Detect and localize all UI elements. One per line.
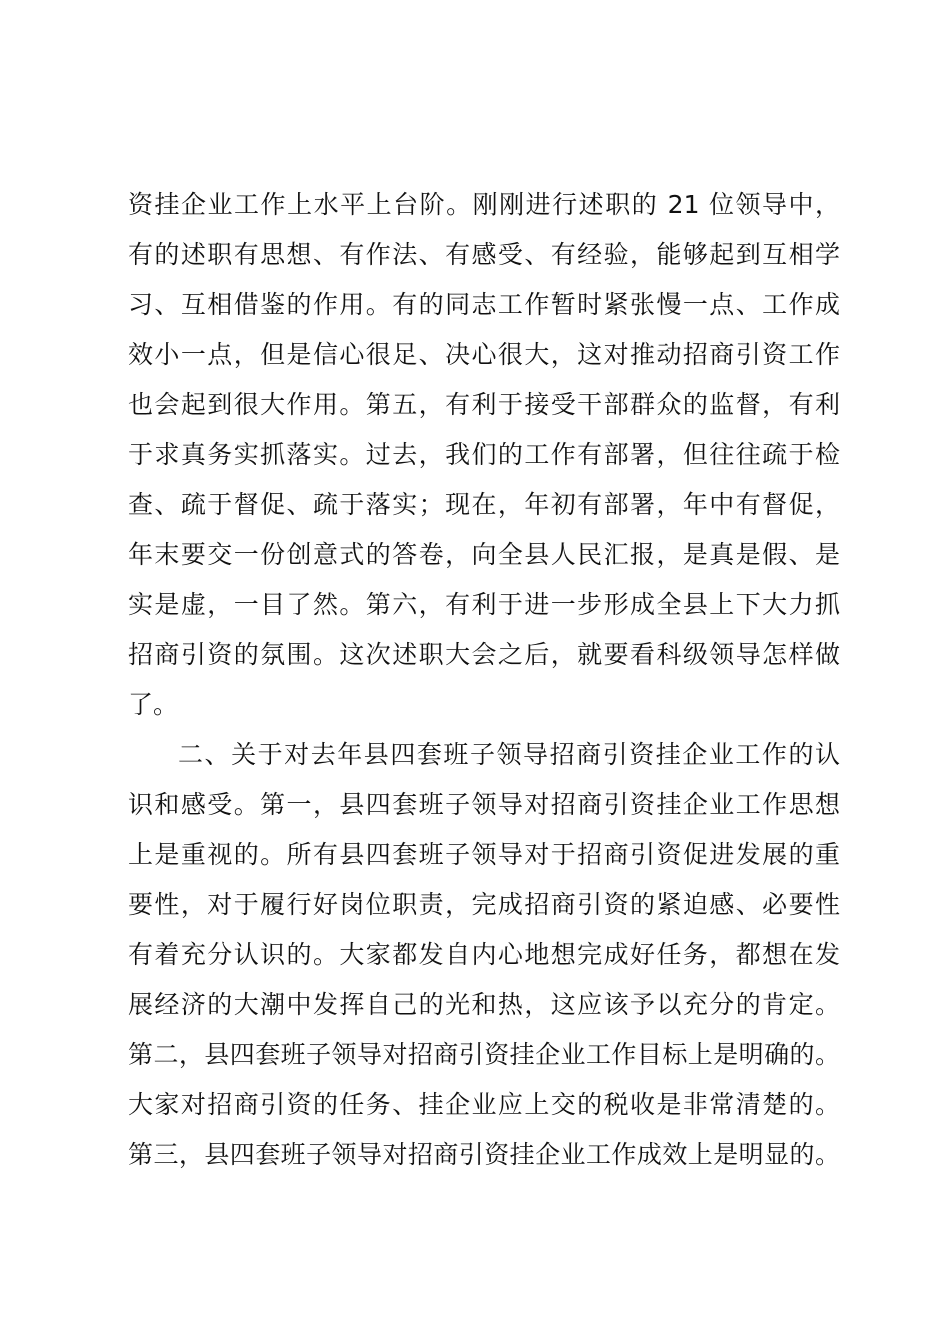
paragraph-1: [128, 180, 840, 730]
paragraph-line: 年末要交一份创意式的答卷，向全县人民汇报，是真是假、是: [128, 540, 840, 569]
paragraph-line: 第三，县四套班子领导对招商引资挂企业工作成效上是明显的。: [128, 1140, 840, 1169]
paragraph-line: 了。: [128, 690, 179, 719]
paragraph-line: 有着充分认识的。大家都发自内心地想完成好任务，都想在发: [128, 940, 840, 969]
paragraph-2: [128, 730, 840, 1180]
paragraph-line: 于求真务实抓落实。过去，我们的工作有部署，但往往疏于检: [128, 440, 840, 469]
paragraph-line: 二、关于对去年县四套班子领导招商引资挂企业工作的认: [178, 740, 840, 769]
paragraph-line: 上是重视的。所有县四套班子领导对于招商引资促进发展的重: [128, 840, 840, 869]
paragraph-line: 第二，县四套班子领导对招商引资挂企业工作目标上是明确的。: [128, 1040, 840, 1069]
paragraph-line: 大家对招商引资的任务、挂企业应上交的税收是非常清楚的。: [128, 1090, 840, 1119]
paragraph-line: 效小一点，但是信心很足、决心很大，这对推动招商引资工作: [128, 340, 840, 369]
paragraph-line: 招商引资的氛围。这次述职大会之后，就要看科级领导怎样做: [128, 640, 840, 669]
paragraph-line: 有的述职有思想、有作法、有感受、有经验，能够起到互相学: [128, 240, 840, 269]
paragraph-line: 资挂企业工作上水平上台阶。刚刚进行述职的 21 位领导中，: [128, 190, 840, 219]
paragraph-line: 查、疏于督促、疏于落实；现在，年初有部署，年中有督促，: [128, 490, 840, 519]
paragraph-line: 识和感受。第一，县四套班子领导对招商引资挂企业工作思想: [128, 790, 840, 819]
paragraph-line: 也会起到很大作用。第五，有利于接受干部群众的监督，有利: [128, 390, 840, 419]
paragraph-line: 展经济的大潮中发挥自己的光和热，这应该予以充分的肯定。: [128, 990, 840, 1019]
paragraph-line: 实是虚，一目了然。第六，有利于进一步形成全县上下大力抓: [128, 590, 840, 619]
paragraph-line: 要性，对于履行好岗位职责，完成招商引资的紧迫感、必要性: [128, 890, 840, 919]
paragraph-line: 习、互相借鉴的作用。有的同志工作暂时紧张慢一点、工作成: [128, 290, 840, 319]
